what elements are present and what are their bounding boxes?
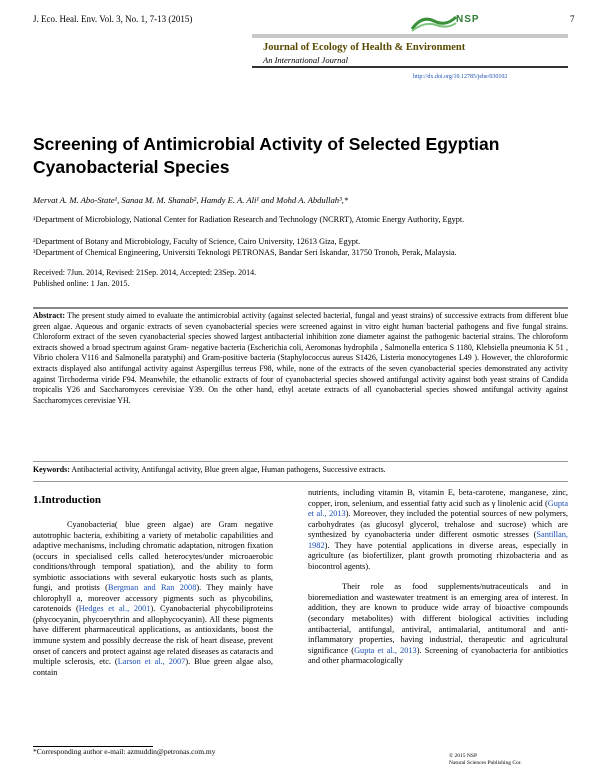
header-rule [252, 34, 568, 38]
section-heading: 1.Introduction [33, 494, 101, 506]
affiliation-3: ³Department of Chemical Engineering, Universiti Teknologi PETRONAS, Bandar Seri Iskandar, 31750 Tronoh, Perak, Malaysia. [33, 248, 457, 257]
keywords-text: Antibacterial activity, Antifungal activity, Blue green algae, Human pathogens, Successive extracts. [71, 465, 386, 474]
abstract [33, 311, 568, 406]
citation-link[interactable]: Bergman and Ran 2008 [107, 583, 197, 593]
journal-subtitle: An International Journal [263, 55, 348, 65]
citation-link[interactable]: Gupta et al., 2013 [308, 498, 568, 519]
running-header: J. Eco. Heal. Env. Vol. 3, No. 1, 7-13 (2015) [33, 14, 193, 24]
text: ). Cyanobacterial phycobiliproteins (phycocyanin, phycoerythrin and allophycocyanin). All these pigments have different pharmaceutical applications, as antioxidants, boost the immune system and possibly decrease the risk of heart disease, prevent onset of cancers and protect against age related diseases as cataracts and multiple sclerosis, etc. ( [33, 604, 273, 667]
text: ). They have potential applications in diverse areas, especially in agriculture (as biofertilizer, plant growth promoting rhizobacteria and as biocontrol agents). [308, 540, 568, 571]
intro-right-column [308, 488, 568, 667]
paragraph [33, 520, 273, 678]
text: ). Moreover, they included the potential sources of new polymers, carbohydrates (as glucosyl glycerol, trehalose and sucrose) which are synthesized by cyanobacteria under different osmotic stresses ( [308, 509, 568, 540]
text: Their role as food supplements/nutraceuticals and in bioremediation and wastewater treatment is an emerging area of interest. In addition, they are known to produce wide array of bioactive compounds (secondary metabolites) with different biological activities including antibacterial, antifungal, antiviral, antimalarial, antitumoral and anti-inflammatory properties, having industrial, therapeutic and agricultural significance ( [308, 582, 568, 655]
header-rule-bottom [252, 66, 568, 68]
keywords-rule-top [33, 461, 568, 462]
citation-link[interactable]: Hedges et al., 2001 [78, 604, 151, 614]
citation-link[interactable]: Larson et al., 2007 [117, 657, 186, 667]
text: ). Screening of cyanobacteria for antibiotics and other pharmacologically [308, 645, 568, 666]
citation-link[interactable]: Gupta et al., 2013 [354, 645, 417, 655]
text: Cyanobacteria( blue green algae) are Gram negative autotrophic bacteria, exhibiting a variety of metabolic capabilities and adaptive mechanisms, including chromatic adaptation, nitrogen fixation (occurs in specialised cells called heterocytes/under microaerobic conditions/through temporal spatiation), and the ability to form symbiotic associations with several eukaryotic hosts such as plants, fungi, and protists ( [33, 520, 273, 593]
publisher-name: Natural Sciences Publishing Cor. [449, 760, 522, 766]
keywords-label: Keywords: [33, 465, 70, 474]
paper-title: Screening of Antimicrobial Activity of Selected Egyptian Cyanobacterial Species [33, 134, 500, 177]
affiliation-2: ²Department of Botany and Microbiology, Faculty of Science, Cairo University, 12613 Giza, Egypt. [33, 237, 361, 246]
copyright-line: © 2015 NSP [449, 753, 478, 759]
text: ). They mainly have chlorophyll a, moreover accessory pigments such as phycobilins, carotenoids ( [33, 583, 273, 614]
affiliation-1: ¹Department of Microbiology, National Center for Radiation Research and Technology (NCRRT), Atomic Energy Authority, Egypt. [33, 215, 465, 224]
paragraph [308, 582, 568, 666]
paragraph [308, 488, 568, 572]
abstract-label: Abstract: [33, 311, 65, 320]
author-list: Mervat A. M. Abo-State¹, Sanaa M. M. Shanab², Hamdy E. A. Ali¹ and Mohd A. Abdullah³,* [33, 195, 349, 205]
publisher-logo-text: NSP [456, 14, 480, 25]
journal-title: Journal of Ecology of Health & Environment [263, 42, 466, 53]
received-dates: Received: 7Jun. 2014, Revised: 21Sep. 2014, Accepted: 23Sep. 2014. [33, 268, 257, 277]
publisher-logo-icon [410, 13, 458, 33]
keywords [33, 465, 386, 474]
copyright [449, 753, 522, 767]
abstract-text: The present study aimed to evaluate the antimicrobial activity (against selected bacterial, fungal and yeast strains) of successive extracts from different blue green algae. Aqueous and organic extracts of seven cyanobacterial species were screened against in vitro eight human bacterial pathogens and five fungal strains. Chloroform extract of the seven cyanobacterial species showed largest antibacterial inhibition zone diameter against the pathogenic bacterial strains. The chloroform extracts showed a broad spectrum against Gram- negative bacteria (Escherichia coli, Aeromonas hydrophila , Salmonella enterica S 1180, Klebsiella pneumonia K 51 , Vibrio cholera V116 and Salmonella paratyphi) and Gram-positive bacteria (Staphylococcus aureus S1426, Listeria monocytogenes L49 ). However, the chloroformic extracts displayed also antifungal activity against Aspergillus terreus F98, while, none of the extracts of the seven cyanobacterial species demonstrated any activity against Tirchoderma viride F94. Meanwhile, the ethanolic extracts of four of cyanobacterial species showed antifungal activity against both yeast strains of Candida tropicalis Y26 and Saccharomyces cerevisiae Y39. On the other hand, ethyl acetate extracts of all cyanobacterial species showed antifungal activity against Saccharomyces cerevisiae YH. [33, 311, 568, 405]
corresponding-author-footnote: *Corresponding author e-mail: azmuddin@petronas.com.my [33, 747, 216, 756]
page-number: 7 [570, 14, 575, 24]
text: nutrients, including vitamin B, vitamin E, beta-carotene, manganese, zinc, copper, iron, selenium, and essential fatty acid such as γ linolenic acid ( [308, 488, 568, 508]
citation-link[interactable]: Santillan, 1982 [308, 530, 568, 550]
intro-left-column [33, 520, 273, 678]
doi-link[interactable]: http://dx.doi.org/10.12785/jehe/030102 [413, 74, 508, 80]
abstract-rule [33, 307, 568, 309]
keywords-rule-bottom [33, 481, 568, 482]
published-date: Published online: 1 Jan. 2015. [33, 279, 130, 288]
text: ). Blue green algae also, contain [33, 657, 274, 677]
